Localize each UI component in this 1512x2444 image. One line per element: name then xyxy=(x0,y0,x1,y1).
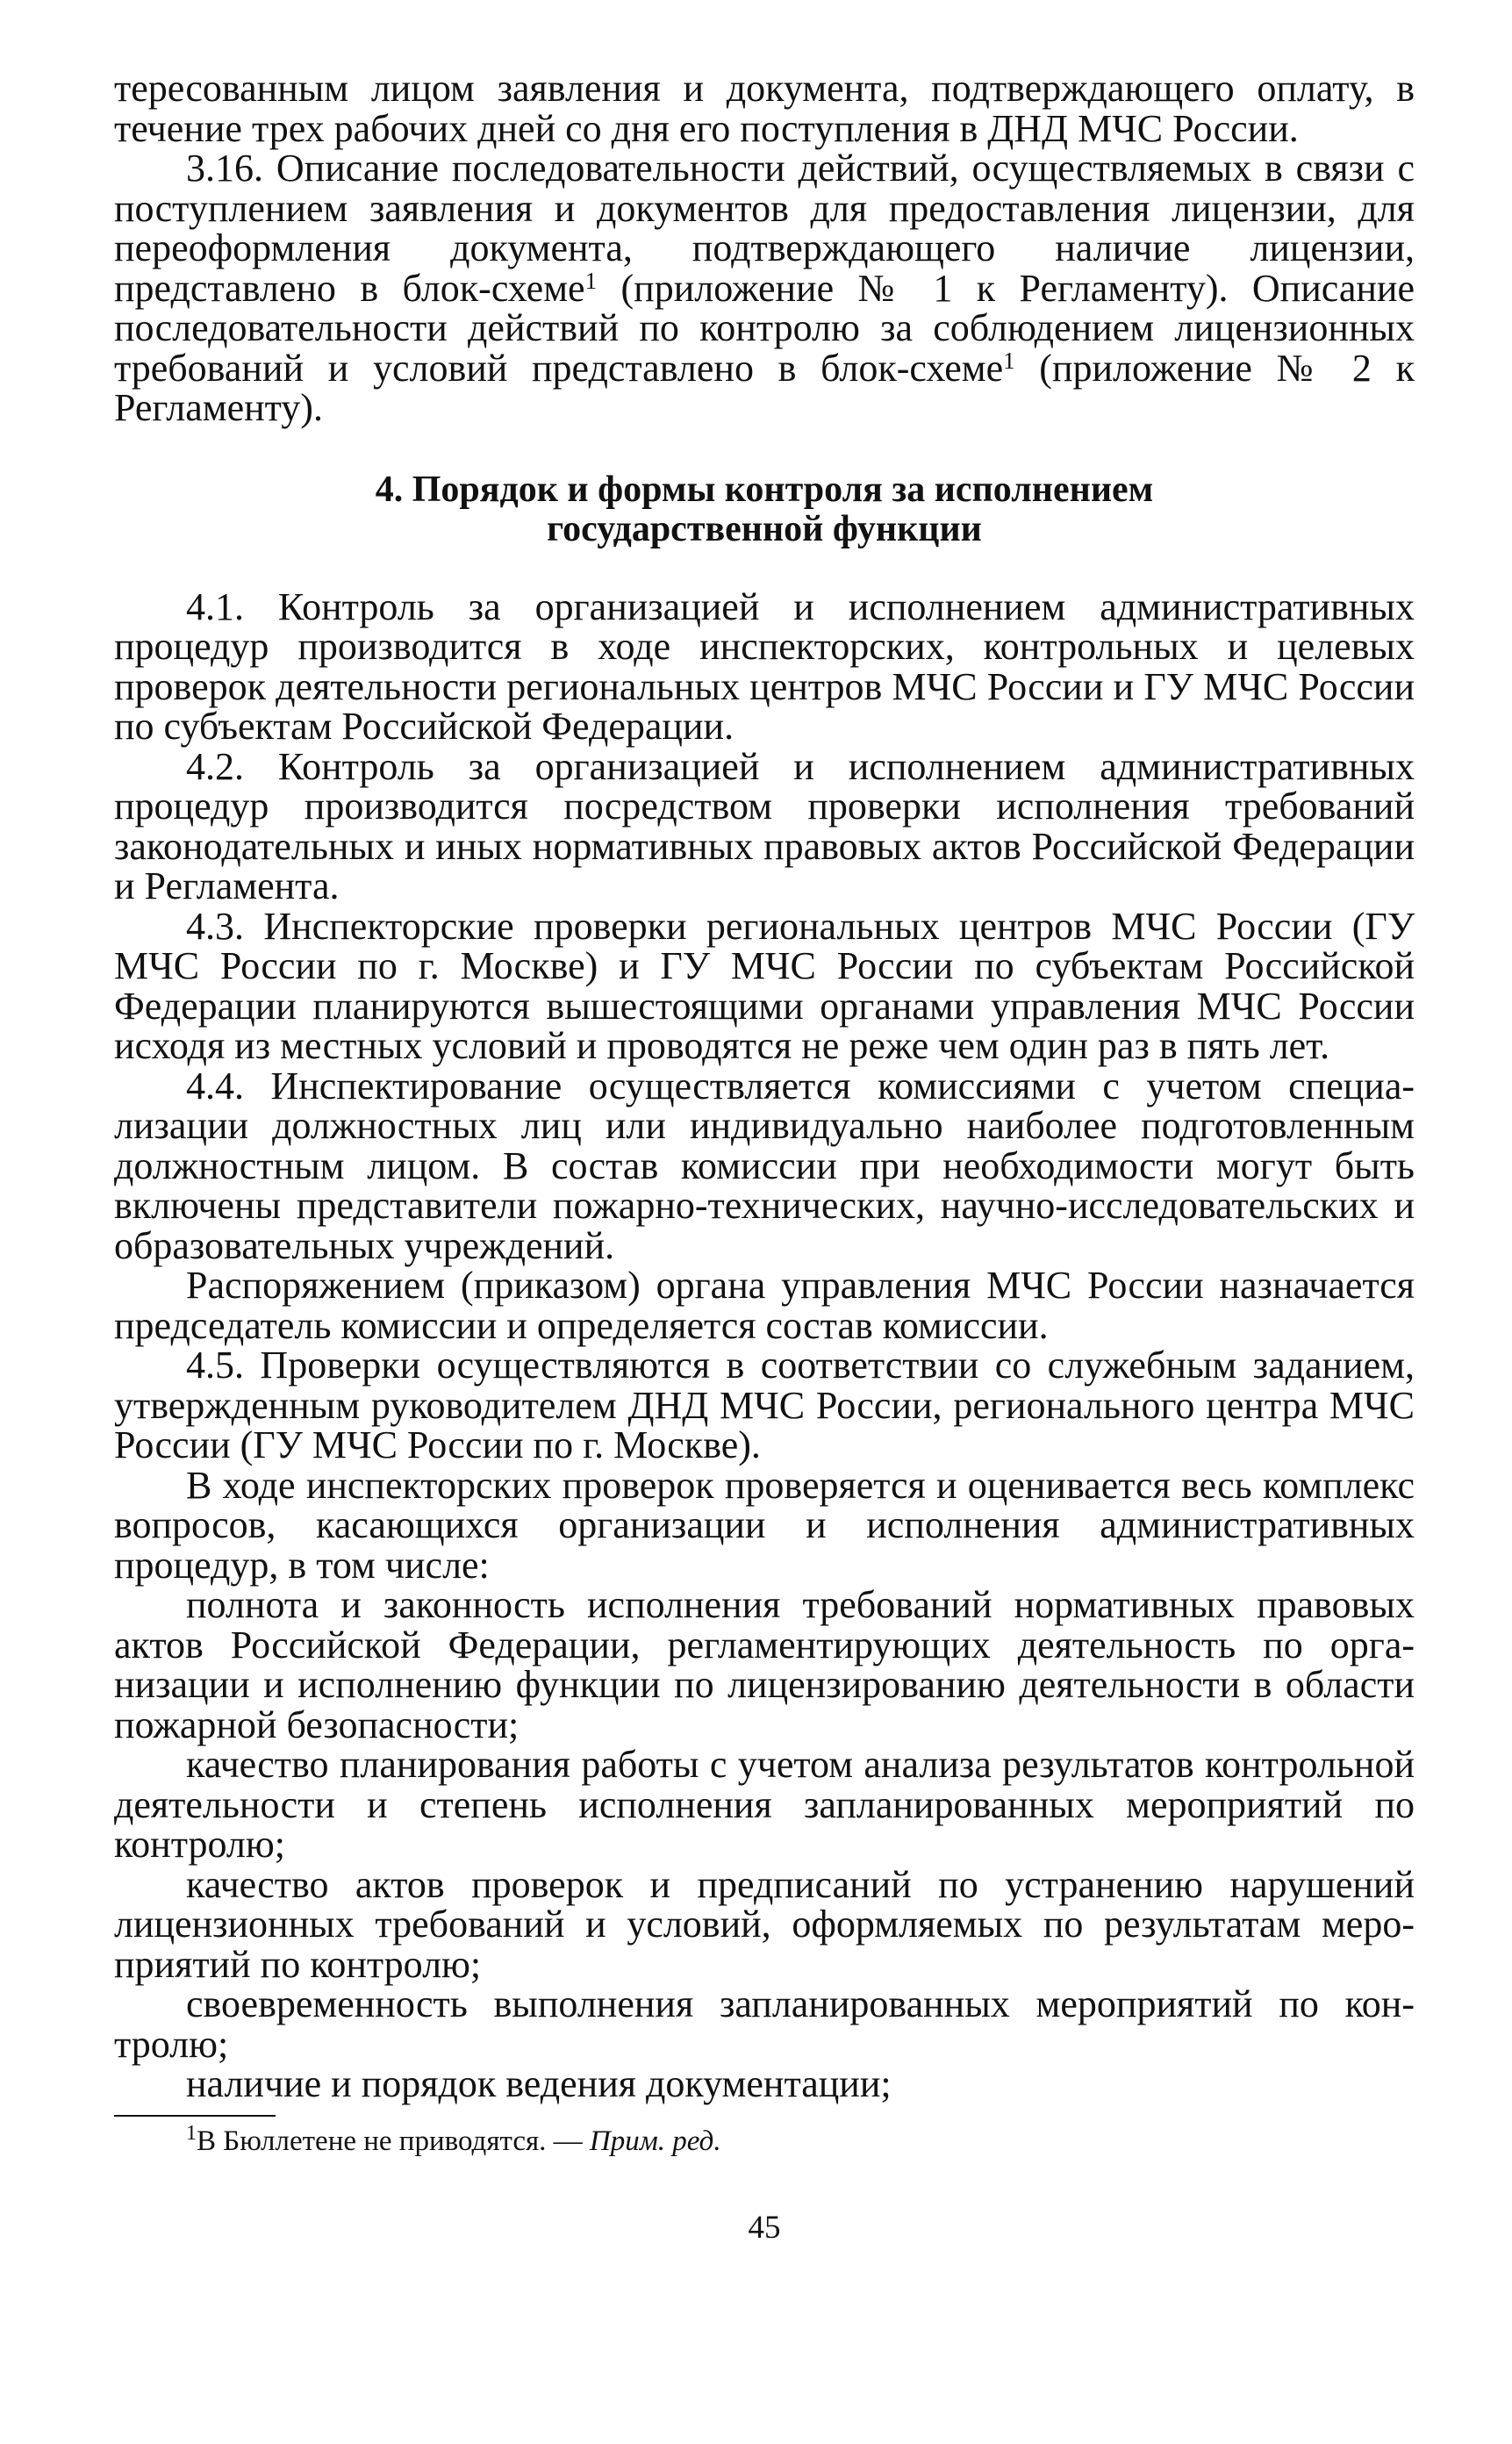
footnote-mark: 1 xyxy=(186,2121,197,2145)
footnote-ref: 1 xyxy=(584,267,598,294)
paragraph-inspection-intro: В ходе инспекторских проверок проверяется и оценивается весь комплекс вопросов, касающихся организации и исполнения административных процедур, в том числе: xyxy=(114,1463,1415,1587)
paragraph-3-16-text-b: (приложение № 1 к Регламенту). Описание последовательности действий по контролю за соблюдением лицензионных требований и условий представлено в блок-схеме xyxy=(114,266,1415,390)
footnote-ref: 1 xyxy=(1003,347,1015,374)
paragraph-4-2: 4.2. Контроль за организацией и исполнением административных процедур производится посредством проверки исполнения требований законодательных и иных нормативных правовых актов Российской Федерации и Регламента. xyxy=(114,744,1415,907)
list-item: качество актов проверок и предписаний по устранению нарушений лицензионных требований и условий, оформляемых по результатам мероприятий по контролю; xyxy=(114,1862,1415,1986)
paragraph-order: Распоряжением (приказом) органа управления МЧС России назначается председатель комиссии и определяется состав комиссии. xyxy=(114,1264,1415,1347)
paragraph-4-3: 4.3. Инспекторские проверки региональных центров МЧС России (ГУ МЧС России по г. Москве) и ГУ МЧС России по субъектам Российской Федерации планируются вышестоящими органами управления МЧС России исходя из местных условий и проводятся не реже чем один раз в пять лет. xyxy=(114,904,1415,1067)
document-page xyxy=(114,68,1415,2247)
paragraph-3-16-text-c: (приложение № 2 к Регламенту). xyxy=(114,346,1415,429)
paragraph-3-16 xyxy=(114,148,1415,428)
footnote-separator xyxy=(114,2115,276,2117)
footnote-text: В Бюллетене не приводятся. — xyxy=(197,2125,590,2157)
paragraph-continuation: тересованным лицом заявления и документа, подтверждающего оплату, в течение трех рабочих дней со дня его поступления в ДНД МЧС России. xyxy=(114,67,1415,150)
paragraph-4-5: 4.5. Проверки осуществляются в соответствии со служебным заданием, утвержденным руководителем ДНД МЧС России, регионального центра МЧС России (ГУ МЧС России по г. Москве). xyxy=(114,1344,1415,1466)
list-item: своевременность выполнения запланированных мероприятий по контролю; xyxy=(114,1982,1415,2066)
section-heading-line-1: 4. Порядок и формы контроля за исполнением xyxy=(375,469,1154,510)
page-number: 45 xyxy=(748,2209,781,2246)
list-item: полнота и законность исполнения требований нормативных правовых актов Российской Федерации, регламентирующих деятельность по организации и исполнению функции по лицензированию деятельности в области пожарной безопасности; xyxy=(114,1583,1415,1746)
paragraph-4-4: 4.4. Инспектирование осуществляется комиссиями с учетом специализации должностных лиц или индивидуально наиболее подготовленным должностным лицом. В состав комиссии при необходимости могут быть включены представители пожарно-технических, научно-исследовательских и образовательных учреждений. xyxy=(114,1064,1415,1267)
section-heading xyxy=(114,470,1415,550)
paragraph-3-16-text-a: 3.16. Описание последовательности действий, осуществляемых в связи с поступлением заявления и документов для предоставления лицензии, для переоформления документа, подтверждающего наличие лицензии, представлено в блок-схеме xyxy=(114,147,1415,310)
list-item: качество планирования работы с учетом анализа результатов контрольной деятельности и степень исполнения запланированных мероприятий по контролю; xyxy=(114,1743,1415,1866)
section-heading-line-2: государственной функции xyxy=(547,509,982,549)
list-item: наличие и порядок ведения документации; xyxy=(186,2062,892,2105)
paragraph-4-1: 4.1. Контроль за организацией и исполнением административных процедур производится в ходе инспекторских, контрольных и целевых проверок деятельности региональных центров МЧС России и ГУ МЧС России по субъектам Российской Федерации. xyxy=(114,584,1415,748)
footnote-editor-note: Прим. ред. xyxy=(589,2125,721,2157)
footnote xyxy=(114,2121,1415,2159)
